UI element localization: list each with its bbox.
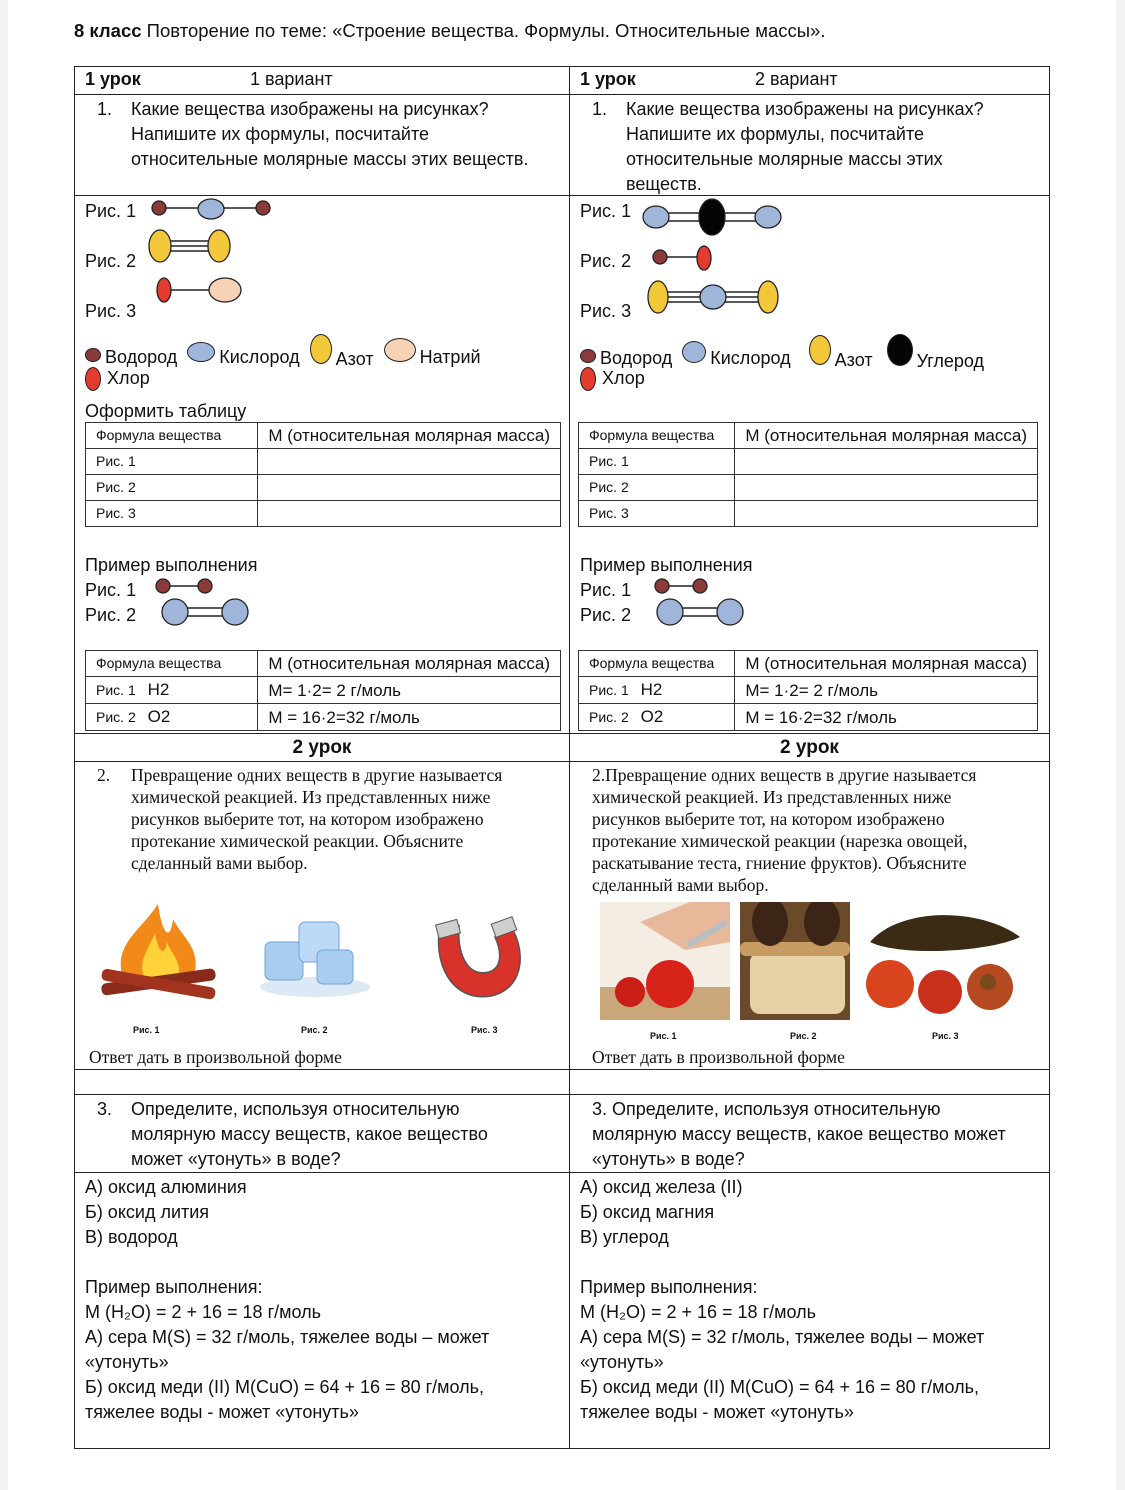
rotting-fruit-picture — [860, 902, 1025, 1020]
left-q3-answers: А) оксид алюминия Б) оксид лития В) водород Пример выполнения: M (H₂O) = 2 + 16 = 18 г/моль А) сера M(S) = 32 г/моль, тяжелее воды – может «утонуть» Б) оксид меди (II) M(CuO) = 64 + 16 = 80 г/моль, тяжелее воды - может «утонуть» — [85, 1177, 490, 1422]
empty-row — [75, 1070, 569, 1094]
right-molecule-1 — [643, 199, 781, 235]
answer-cell[interactable] — [258, 501, 561, 527]
left-example-molecules — [155, 574, 265, 634]
left-q3: 3. Определите, используя относительную молярную массу веществ, какое вещество может «утонуть» в воде? — [97, 1099, 488, 1169]
right-legend-chlorine: Хлор — [580, 366, 645, 391]
left-q1: 1. Какие вещества изображены на рисунках? Напишите их формулы, посчитайте относительные молярные массы этих веществ. — [97, 99, 529, 169]
fig3-label: Рис. 3 — [85, 301, 137, 321]
answer-cell[interactable] — [735, 501, 1038, 527]
left-answer-table: Формула вещества M (относительная молярная масса) Рис. 1 Рис. 2 Рис. 3 — [85, 422, 561, 527]
ice-picture — [255, 912, 375, 1002]
right-example-molecules — [650, 574, 760, 634]
left-molecule-1 — [152, 199, 270, 219]
legend-nitrogen: Азот — [310, 342, 374, 372]
answer-cell[interactable] — [735, 475, 1038, 501]
legend-oxygen: Кислород — [187, 345, 299, 370]
answer-cell[interactable] — [258, 475, 561, 501]
left-molecules — [147, 196, 347, 306]
right-q1: 1. Какие вещества изображены на рисунках? Напишите их формулы, посчитайте относительные молярные массы этих веществ. — [592, 99, 984, 194]
right-q3-answers: А) оксид железа (II) Б) оксид магния В) углерод Пример выполнения: M (H₂O) = 2 + 16 = 18 г/моль А) сера M(S) = 32 г/моль, тяжелее воды – может «утонуть» Б) оксид меди (II) M(CuO) = 64 + 16 = 80 г/моль, тяжелее воды - может «утонуть» — [580, 1177, 985, 1422]
left-q2-cell: 2. Превращение одних веществ в другие называется химической реакцией. Из представленных ниже рисунков выберите тот, на котором изображено протекание химической реакции. Объясните сделанный вами выбор. Рис. 1 Рис. 2 Рис. 3 Ответ дать в произвольной форме — [75, 762, 569, 1069]
empty-row — [570, 1070, 1049, 1094]
right-q2-cell: 2.Превращение одних веществ в другие называется химической реакцией. Из представленных ниже рисунков выберите тот, на котором изображено протекание химической реакции (нарезка овощей, раскатывание теста, гниение фруктов). Объясните сделанный вами выбор. Рис. 1 Рис. 2 Рис. 3 Ответ дать в произвольной форме — [570, 762, 1049, 1069]
answer-cell[interactable] — [258, 449, 561, 475]
fig2-label: Рис. 2 — [85, 251, 137, 271]
cutting-vegetables-picture — [600, 902, 730, 1020]
lesson2-left: 2 урок — [292, 737, 352, 758]
rolling-dough-picture — [740, 902, 850, 1020]
right-molecules — [642, 196, 802, 316]
legend-hydrogen: Водород — [85, 345, 177, 370]
magnet-picture — [427, 912, 527, 1007]
left-molecule-2 — [149, 230, 230, 262]
right-figures-cell: Рис. 1 Рис. 2 Рис. 3 Водород Кислород Азот Углерод Хлор Формула вещества M (относительная молярная масса) Рис. 1 Рис. 2 Рис. 3 Пример выполнения Рис. 1 Рис. 2 Формула вещества M (относительная молярная масса) Рис. 1 H2 M= 1·2= 2 г/моль Рис. 2 O2 M = 16·2=32 г/моль — [570, 196, 1049, 733]
right-answer-table: Формула вещества M (относительная молярная масса) Рис. 1 Рис. 2 Рис. 3 — [578, 422, 1038, 527]
right-legend: Водород Кислород Азот Углерод — [580, 342, 994, 374]
answer-cell[interactable] — [735, 449, 1038, 475]
left-figures-cell: Рис. 1 Рис. 2 Рис. 3 Водород Кислород Азот Натрий Хлор Оформить таблицу Формула вещества M (относительная молярная масса) Рис. 1 Рис. 2 Рис. 3 Пример выполнения Рис. 1 Рис. 2 Формула вещества M (относительная молярная масса) Рис. 1 H2 M= 1·2= 2 г/моль Рис. 2 O2 M = 16·2=32 г/моль — [75, 196, 569, 733]
page-title: 8 класс Повторение по теме: «Строение вещества. Формулы. Относительные массы». — [74, 20, 826, 41]
example-label: Пример выполнения — [85, 555, 258, 575]
page — [8, 0, 1116, 1490]
lesson2-right: 2 урок — [780, 737, 839, 758]
make-table-label: Оформить таблицу — [85, 401, 247, 421]
left-example-table: Формула вещества M (относительная молярная масса) Рис. 1 H2 M= 1·2= 2 г/моль Рис. 2 O2 M = 16·2=32 г/моль — [85, 650, 561, 731]
right-molecule-3 — [648, 281, 778, 313]
left-legend-chlorine: Хлор — [85, 366, 150, 391]
right-q3: 3. Определите, используя относительную молярную массу веществ, какое вещество может «утонуть» в воде? — [592, 1099, 1006, 1169]
right-header: 1 урок 2 вариант — [580, 69, 838, 89]
worksheet-table — [74, 66, 1050, 1449]
legend-sodium: Натрий — [384, 345, 481, 370]
right-example-table: Формула вещества M (относительная молярная масса) Рис. 1 H2 M= 1·2= 2 г/моль Рис. 2 O2 M = 16·2=32 г/моль — [578, 650, 1038, 731]
left-header: 1 урок 1 вариант — [85, 69, 333, 89]
campfire-picture — [93, 894, 223, 1004]
left-molecule-3 — [157, 278, 241, 302]
right-molecule-2 — [653, 246, 711, 270]
fig1-label: Рис. 1 — [85, 201, 137, 221]
